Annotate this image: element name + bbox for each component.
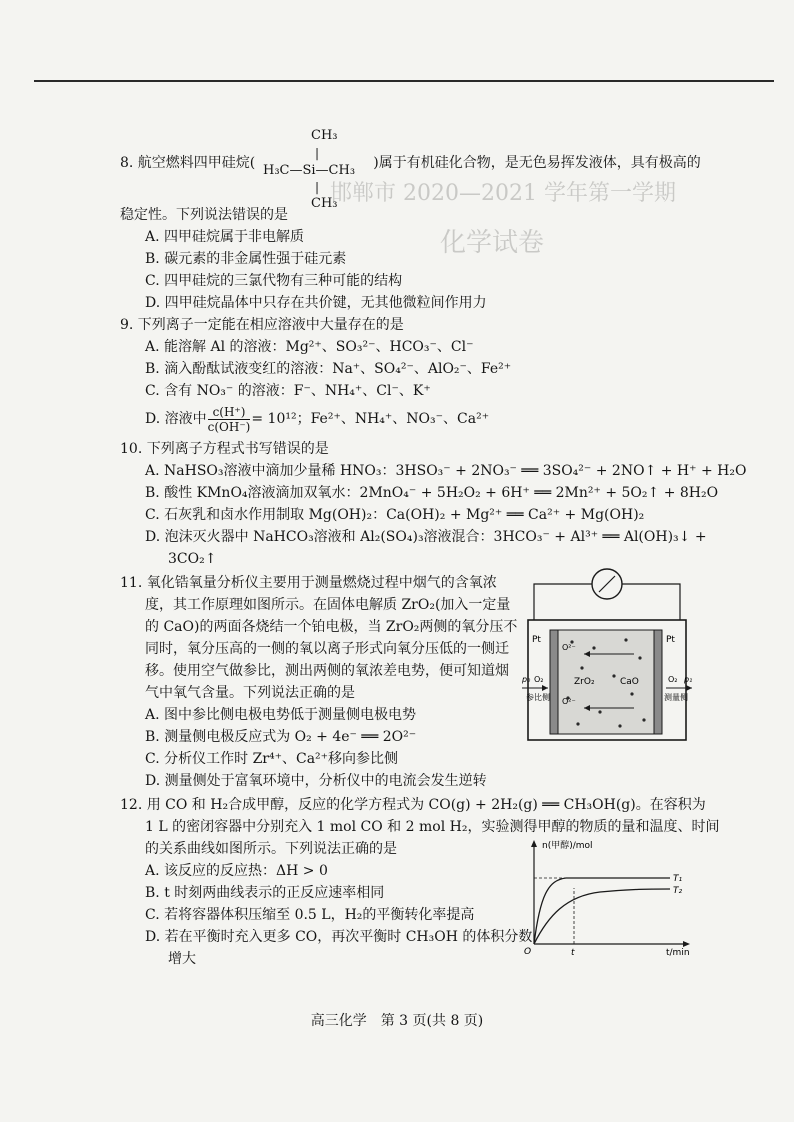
pt-electrode-left: [550, 630, 558, 734]
question-10-option-c: C. 石灰乳和卤水作用制取 Mg(OH)₂：Ca(OH)₂ + Mg²⁺ ══ Ca²⁺ + Mg(OH)₂: [145, 507, 645, 523]
o2-label-left: O₂: [534, 675, 544, 684]
question-10-option-d: D. 泡沫灭火器中 NaHCO₃溶液和 Al₂(SO₄)₃溶液混合：3HCO₃⁻ + Al³⁺ ══ Al(OH)₃↓ +: [145, 529, 707, 545]
question-11-line: 气中氧气含量。下列说法正确的是: [145, 685, 355, 701]
question-10-option-d-cont: 3CO₂↑: [168, 551, 217, 567]
t2-label: T₂: [673, 886, 683, 896]
question-11-line: 度，其工作原理如图所示。在固体电解质 ZrO₂(加入一定量: [145, 597, 511, 613]
question-12-option-d: D. 若在平衡时充入更多 CO，再次平衡时 CH₃OH 的体积分数: [145, 929, 533, 945]
question-9-option-a: A. 能溶解 Al 的溶液：Mg²⁺、SO₃²⁻、HCO₃⁻、Cl⁻: [145, 339, 474, 355]
pt-label-left: Pt: [532, 635, 541, 645]
cao-label: CaO: [620, 677, 639, 687]
meter-needle: [599, 576, 615, 592]
question-9-option-b: B. 滴入酚酞试液变红的溶液：Na⁺、SO₄²⁻、AlO₂⁻、Fe²⁺: [145, 361, 512, 377]
t1-label: T₁: [673, 874, 683, 884]
question-11-line: 的 CaO)的两面各烧结一个铂电极，当 ZrO₂两侧的氧分压不: [145, 619, 518, 635]
question-12-line: 12. 用 CO 和 H₂合成甲醇，反应的化学方程式为 CO(g) + 2H₂(g) ══ CH₃OH(g)。在容积为: [120, 797, 706, 813]
reference-side-label: 参比侧: [526, 693, 550, 702]
y-axis-label: n(甲醇)/mol: [542, 841, 593, 851]
question-12-line: 的关系曲线如图所示。下列说法正确的是: [145, 841, 397, 857]
curve-t2: [534, 889, 670, 944]
x-axis-label: t/min: [666, 948, 690, 956]
question-10-stem: 10. 下列离子方程式书写错误的是: [120, 441, 329, 457]
question-12-option-c: C. 若将容器体积压缩至 0.5 L，H₂的平衡转化率提高: [145, 907, 475, 923]
question-11-option-a: A. 图中参比侧电极电势低于测量侧电极电势: [145, 707, 417, 723]
question-8-option-b: B. 碳元素的非金属性强于硅元素: [145, 251, 347, 267]
curve-t1: [534, 878, 670, 944]
question-8-stem-cont: 稳定性。下列说法错误的是: [120, 207, 288, 223]
question-10-option-a: A. NaHSO₃溶液中滴加少量稀 HNO₃：3HSO₃⁻ + 2NO₃⁻ ══ 3SO₄²⁻ + 2NO↑ + H⁺ + H₂O: [145, 463, 747, 479]
question-12-option-d-cont: 增大: [168, 951, 196, 967]
page-footer: 高三化学 第 3 页(共 8 页): [310, 1013, 484, 1029]
ion-label: O²⁻: [562, 697, 576, 706]
question-11-option-b: B. 测量侧电极反应式为 O₂ + 4e⁻ ══ 2O²⁻: [145, 729, 417, 745]
question-8-option-c: C. 四甲硅烷的三氯代物有三种可能的结构: [145, 273, 403, 289]
p1-label: p₁: [684, 675, 692, 684]
bleed-through-text: 邯郸市 2020—2021 学年第一学期: [330, 181, 676, 206]
question-11-line: 移。使用空气做参比，测出两侧的氧浓差电势，便可知道烟: [145, 663, 509, 679]
question-12-line: 1 L 的密闭容器中分别充入 1 mol CO 和 2 mol H₂，实验测得甲醇的物质的量和温度、时间: [145, 819, 720, 835]
question-8-option-a: A. 四甲硅烷属于非电解质: [145, 229, 305, 245]
p0-label: p₀: [522, 675, 531, 684]
wire-right: [622, 584, 680, 620]
ion-label: O²⁻: [562, 643, 576, 652]
top-rule: [34, 80, 774, 82]
question-10-option-b: B. 酸性 KMnO₄溶液滴加双氧水：2MnO₄⁻ + 5H₂O₂ + 6H⁺ ══ 2Mn²⁺ + 5O₂↑ + 8H₂O: [145, 485, 719, 501]
question-8-option-d: D. 四甲硅烷晶体中只存在共价键，无其他微粒间作用力: [145, 295, 487, 311]
pt-electrode-right: [654, 630, 662, 734]
question-11-line: 同时，氧分压高的一侧的氧以离子形式向氧分压低的一侧迁: [145, 641, 509, 657]
tetramethylsilane-structure: CH₃ | H₃C—Si—CH₃ | CH₃: [263, 128, 356, 211]
pt-label-right: Pt: [666, 635, 675, 645]
zirconia-sensor-diagram: [522, 566, 692, 746]
zro2-label: ZrO₂: [574, 677, 595, 687]
t-tick-label: t: [571, 948, 575, 956]
question-11-option-d: D. 测量侧处于富氧环境中，分析仪中的电流会发生逆转: [145, 773, 487, 789]
question-12-option-b: B. t 时刻两曲线表示的正反应速率相同: [145, 885, 385, 901]
concentration-ratio: $\frac{c(H^+)}{c(OH^-)}$: [207, 404, 251, 434]
origin-label: O: [524, 947, 532, 956]
question-9-option-c: C. 含有 NO₃⁻ 的溶液：F⁻、NH₄⁺、Cl⁻、K⁺: [145, 383, 431, 399]
bleed-through-text: 化学试卷: [440, 228, 545, 258]
methanol-time-graph: [520, 836, 692, 956]
question-8-stem: 8. 航空燃料四甲硅烷( )属于有机硅化合物，是无色易挥发液体，具有极高的: [120, 155, 701, 171]
question-11-line: 11. 氧化锆氧量分析仪主要用于测量燃烧过程中烟气的含氧浓: [120, 575, 497, 591]
question-12-option-a: A. 该反应的反应热：ΔH > 0: [145, 863, 328, 879]
measurement-side-label: 测量侧: [664, 693, 688, 702]
question-11-option-c: C. 分析仪工作时 Zr⁴⁺、Ca²⁺移向参比侧: [145, 751, 399, 767]
wire-left: [534, 584, 592, 620]
question-9-stem: 9. 下列离子一定能在相应溶液中大量存在的是: [120, 317, 404, 333]
question-9-option-d: D. 溶液中 $\frac{c(H^+)}{c(OH^-)}$ = 10¹²；Fe²⁺、NH₄⁺、NO₃⁻、Ca²⁺: [145, 404, 490, 434]
o2-label-right: O₂: [668, 675, 678, 684]
